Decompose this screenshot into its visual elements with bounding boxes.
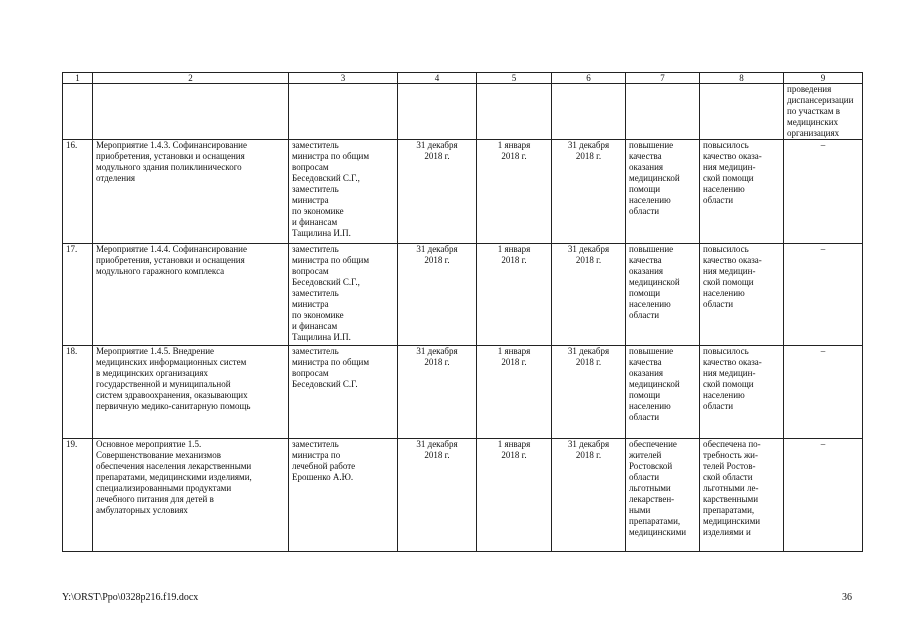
expected-result: повышение качества оказания медицинской помощи населению области [626,244,700,346]
notes: – [784,140,863,244]
header-col-8: 8 [700,73,784,84]
table-cell [289,84,398,140]
responsible-person: заместитель министра по общим вопросам Беседовский С.Г., заместитель министра по экономике и финансам Тащилина И.П. [289,244,398,346]
row-number: 18. [63,346,93,439]
responsible-person: заместитель министра по общим вопросам Беседовский С.Г., заместитель министра по экономике и финансам Тащилина И.П. [289,140,398,244]
start-date: 1 января 2018 г. [477,346,552,439]
responsible-person: заместитель министра по общим вопросам Беседовский С.Г. [289,346,398,439]
continuation-text: проведения диспансеризации по участкам в медицинских организациях [784,84,863,140]
event-name: Мероприятие 1.4.4. Софинансирование приобретения, установки и оснащения модульного гаражного комплекса [93,244,289,346]
notes: – [784,439,863,552]
actual-result: повысилось качество оказа- ния медицин- ской помощи населению области [700,346,784,439]
start-date: 1 января 2018 г. [477,140,552,244]
header-col-4: 4 [398,73,477,84]
row-number: 16. [63,140,93,244]
start-date: 1 января 2018 г. [477,244,552,346]
table-row [63,346,863,439]
expected-result: обеспечение жителей Ростовской области льготными лекарствен- ными препаратами, медицинскими [626,439,700,552]
event-name: Мероприятие 1.4.3. Софинансирование приобретения, установки и оснащения модульного здания поликлинического отделения [93,140,289,244]
end-date: 31 декабря 2018 г. [552,346,626,439]
end-date: 31 декабря 2018 г. [552,439,626,552]
table-row [63,140,863,244]
header-col-7: 7 [626,73,700,84]
table-row [63,439,863,552]
event-name: Основное мероприятие 1.5. Совершенствование механизмов обеспечения населения лекарственными препаратами, медицинскими изделиями, специализированными продуктами лечебного питания для детей в амбулаторных условиях [93,439,289,552]
end-date: 31 декабря 2018 г. [552,244,626,346]
notes: – [784,244,863,346]
header-col-2: 2 [93,73,289,84]
actual-result: повысилось качество оказа- ния медицин- ской помощи населению области [700,140,784,244]
expected-result: повышение качества оказания медицинской помощи населению области [626,140,700,244]
file-path-footer: Y:\ORST\Ppo\0328p216.f19.docx [62,592,199,603]
plan-table [62,72,863,552]
header-col-3: 3 [289,73,398,84]
deadline-date: 31 декабря 2018 г. [398,346,477,439]
event-name: Мероприятие 1.4.5. Внедрение медицинских информационных систем в медицинских организациях государственной и муниципальной систем здравоохранения, оказывающих первичную медико-санитарную помощь [93,346,289,439]
deadline-date: 31 декабря 2018 г. [398,140,477,244]
deadline-date: 31 декабря 2018 г. [398,244,477,346]
table-cell [63,84,93,140]
responsible-person: заместитель министра по лечебной работе Ерошенко А.Ю. [289,439,398,552]
start-date: 1 января 2018 г. [477,439,552,552]
page-number: 36 [842,592,852,603]
header-col-1: 1 [63,73,93,84]
table-cell [93,84,289,140]
header-col-5: 5 [477,73,552,84]
row-number: 17. [63,244,93,346]
table-cell [398,84,477,140]
table-cell [477,84,552,140]
notes: – [784,346,863,439]
expected-result: повышение качества оказания медицинской помощи населению области [626,346,700,439]
table-cell [700,84,784,140]
actual-result: повысилось качество оказа- ния медицин- ской помощи населению области [700,244,784,346]
table-cell [552,84,626,140]
deadline-date: 31 декабря 2018 г. [398,439,477,552]
row-number: 19. [63,439,93,552]
table-row [63,244,863,346]
header-col-6: 6 [552,73,626,84]
header-col-9: 9 [784,73,863,84]
table-cell [626,84,700,140]
actual-result: обеспечена по- требность жи- телей Ростов- ской области льготными ле- карственными препаратами, медицинскими изделиями и [700,439,784,552]
end-date: 31 декабря 2018 г. [552,140,626,244]
header-row [63,73,863,84]
continuation-row [63,84,863,140]
